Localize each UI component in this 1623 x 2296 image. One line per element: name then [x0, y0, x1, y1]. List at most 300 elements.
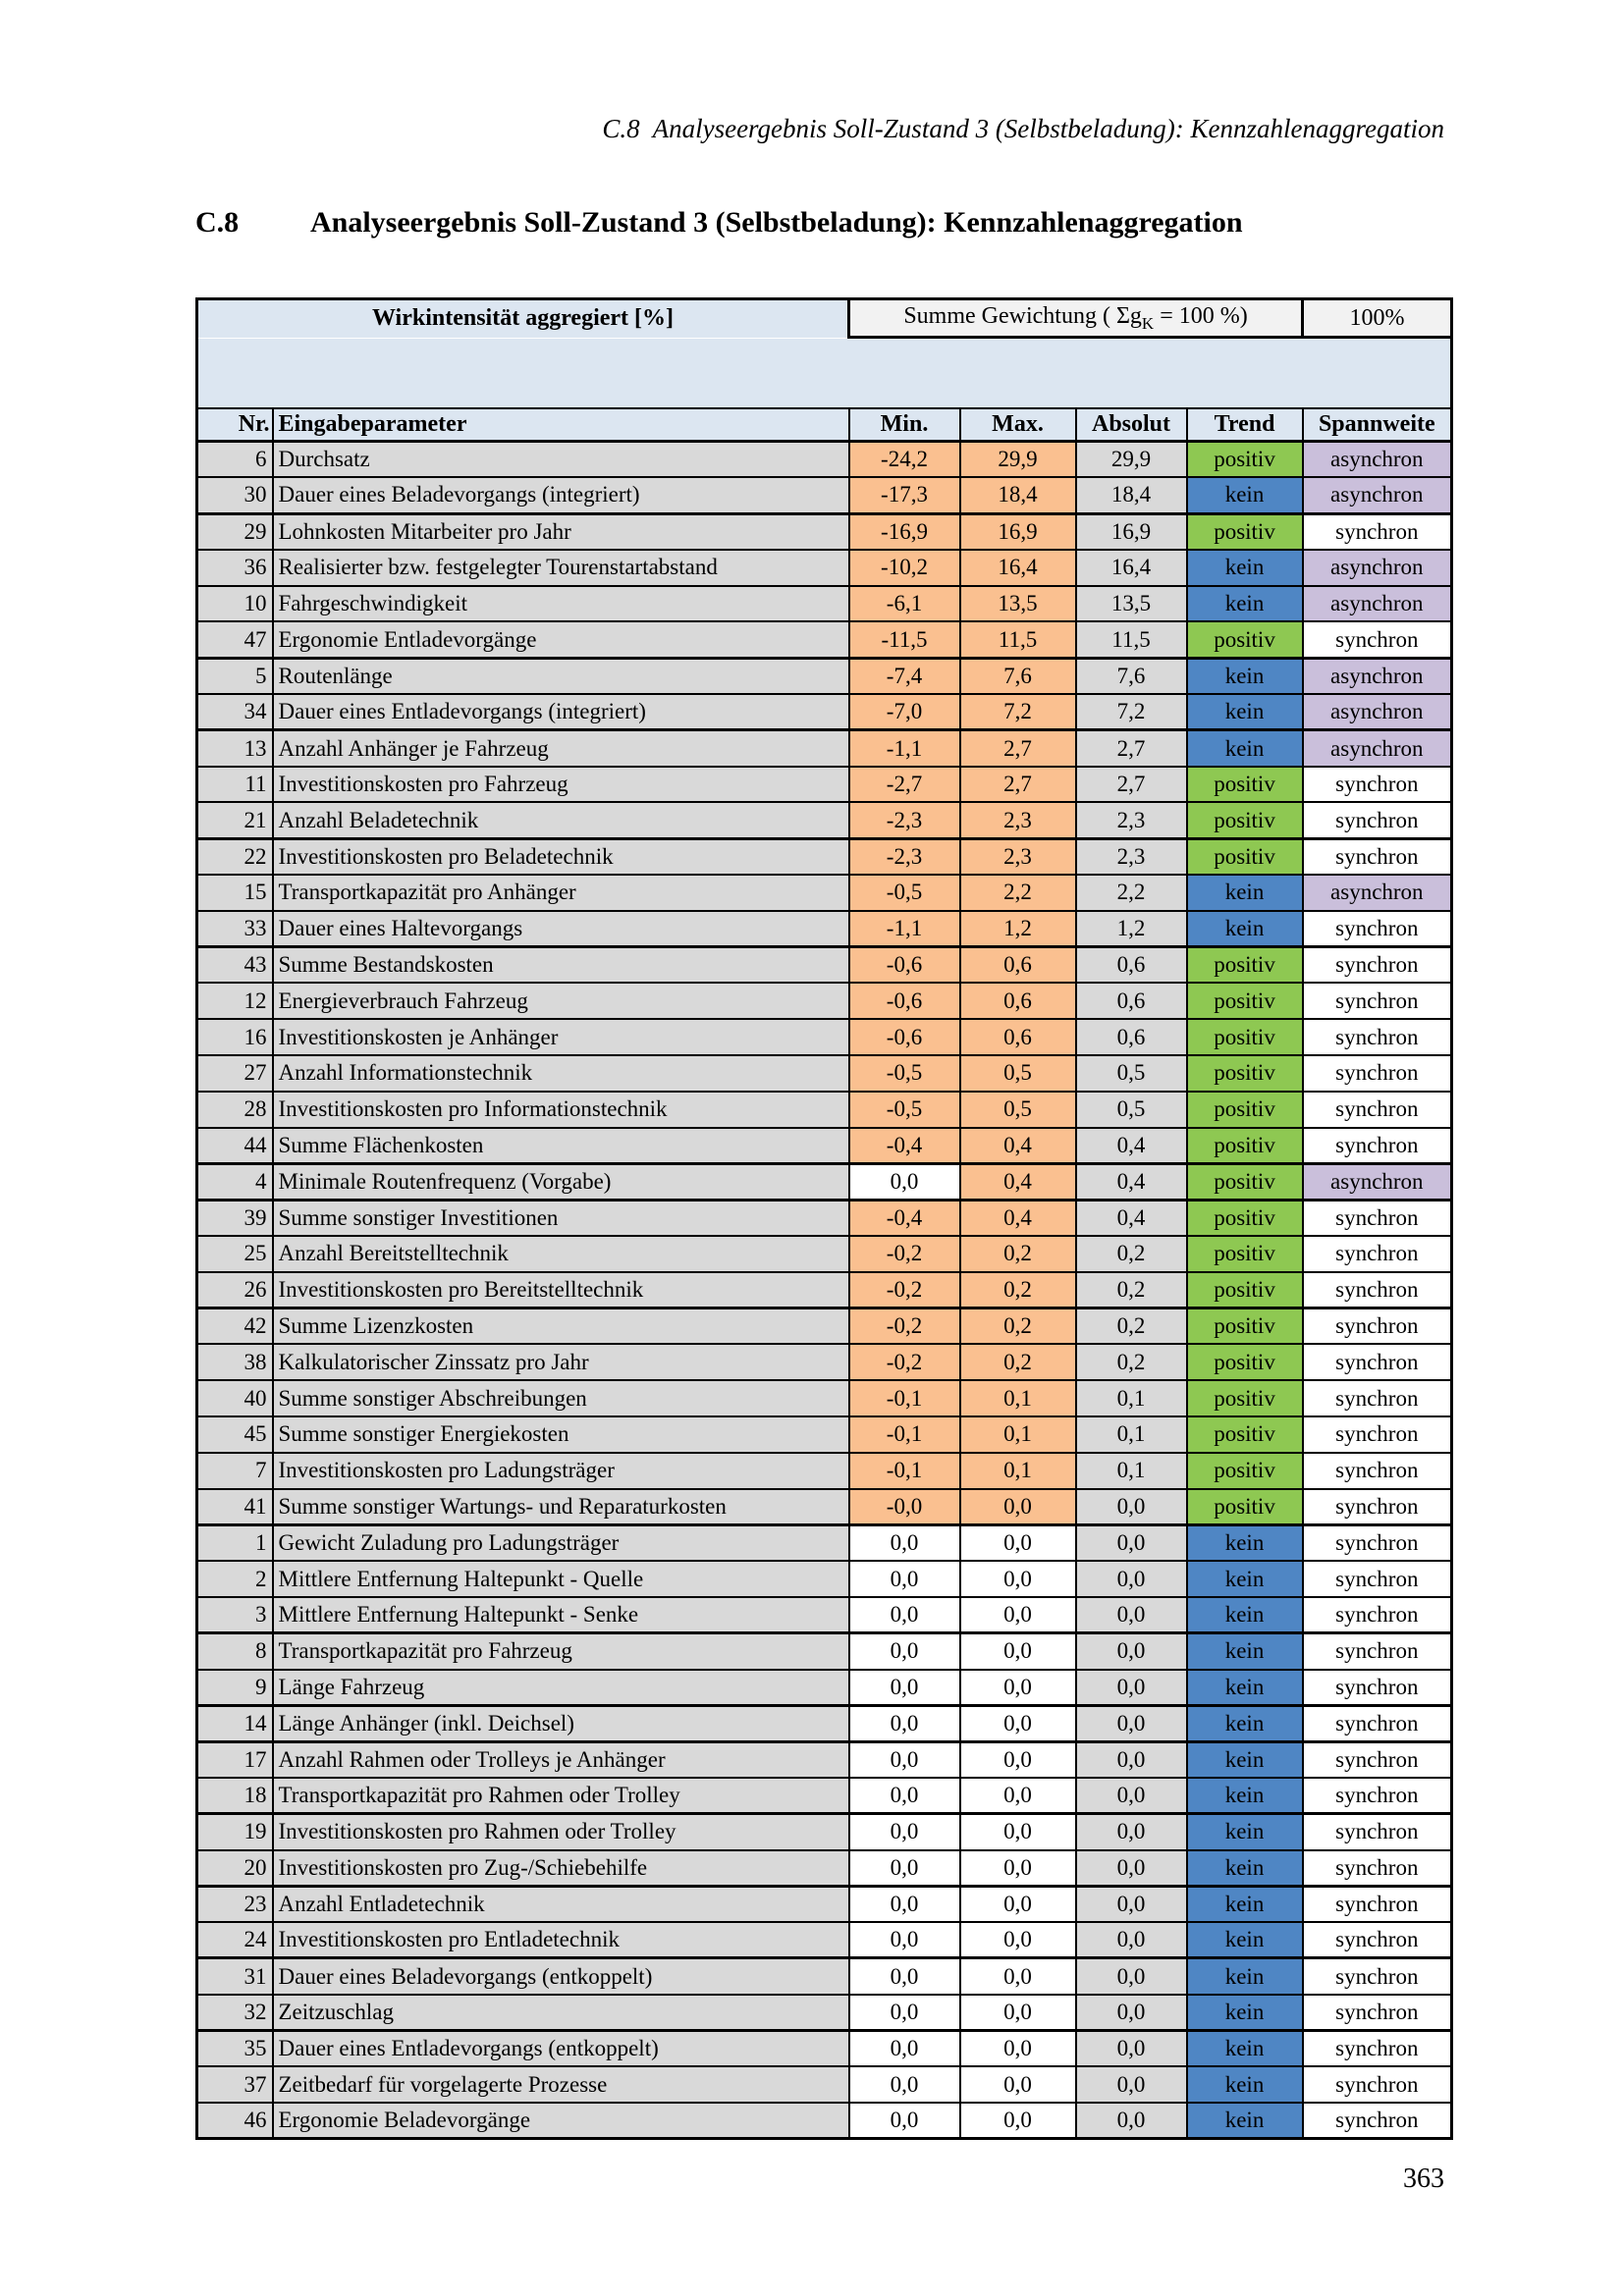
row-parameter: Summe Flächenkosten	[273, 1128, 849, 1164]
row-nr: 1	[197, 1524, 273, 1561]
row-spannweite: synchron	[1303, 767, 1452, 803]
row-parameter: Minimale Routenfrequenz (Vorgabe)	[273, 1163, 849, 1200]
row-spannweite: synchron	[1303, 1995, 1452, 2031]
row-spannweite: synchron	[1303, 1380, 1452, 1416]
row-parameter: Ergonomie Beladevorgänge	[273, 2103, 849, 2139]
row-min-value: 0,0	[849, 1814, 960, 1850]
row-min-value: 0,0	[849, 1633, 960, 1670]
row-trend: kein	[1187, 911, 1303, 947]
row-abs-value: 0,0	[1076, 1995, 1187, 2031]
row-nr: 34	[197, 694, 273, 730]
row-min-value: -0,5	[849, 1055, 960, 1092]
row-parameter: Dauer eines Beladevorgangs (entkoppelt)	[273, 1958, 849, 1995]
row-trend: kein	[1187, 875, 1303, 911]
row-nr: 46	[197, 2103, 273, 2139]
row-max-value: 0,0	[960, 2103, 1076, 2139]
row-parameter: Investitionskosten pro Entladetechnik	[273, 1922, 849, 1958]
row-trend: kein	[1187, 1561, 1303, 1597]
row-max-value: 0,4	[960, 1128, 1076, 1164]
row-abs-value: 0,1	[1076, 1380, 1187, 1416]
row-nr: 24	[197, 1922, 273, 1958]
row-max-value: 0,0	[960, 1705, 1076, 1741]
row-min-value: 0,0	[849, 1597, 960, 1633]
table-row	[197, 1778, 1452, 1814]
row-max-value: 0,1	[960, 1416, 1076, 1453]
weight-label-sub: K	[1141, 313, 1155, 333]
row-nr: 44	[197, 1128, 273, 1164]
weight-value-cell: 100%	[1303, 299, 1452, 338]
row-max-value: 2,3	[960, 802, 1076, 838]
row-abs-value: 0,0	[1076, 1670, 1187, 1706]
row-nr: 18	[197, 1778, 273, 1814]
row-abs-value: 0,6	[1076, 1019, 1187, 1055]
row-min-value: 0,0	[849, 1705, 960, 1741]
row-trend: kein	[1187, 1705, 1303, 1741]
table-row	[197, 1670, 1452, 1706]
row-max-value: 0,6	[960, 947, 1076, 984]
row-parameter: Länge Fahrzeug	[273, 1670, 849, 1706]
table-row	[197, 1128, 1452, 1164]
row-spannweite: synchron	[1303, 1597, 1452, 1633]
row-max-value: 2,2	[960, 875, 1076, 911]
row-max-value: 0,2	[960, 1308, 1076, 1345]
row-min-value: -2,3	[849, 838, 960, 875]
row-trend: positiv	[1187, 1416, 1303, 1453]
row-trend: positiv	[1187, 1019, 1303, 1055]
row-max-value: 18,4	[960, 477, 1076, 513]
row-trend: kein	[1187, 1995, 1303, 2031]
row-abs-value: 0,5	[1076, 1055, 1187, 1092]
row-nr: 16	[197, 1019, 273, 1055]
row-spannweite: synchron	[1303, 911, 1452, 947]
row-abs-value: 0,0	[1076, 1741, 1187, 1778]
row-spannweite: asynchron	[1303, 1163, 1452, 1200]
table-row	[197, 1886, 1452, 1922]
row-abs-value: 0,6	[1076, 947, 1187, 984]
row-parameter: Routenlänge	[273, 658, 849, 694]
row-max-value: 0,0	[960, 2066, 1076, 2103]
row-trend: kein	[1187, 1741, 1303, 1778]
row-nr: 11	[197, 767, 273, 803]
row-parameter: Anzahl Entladetechnik	[273, 1886, 849, 1922]
row-max-value: 0,0	[960, 1922, 1076, 1958]
row-trend: kein	[1187, 694, 1303, 730]
col-header-trend: Trend	[1187, 408, 1303, 442]
row-spannweite: synchron	[1303, 1850, 1452, 1887]
row-min-value: -0,1	[849, 1380, 960, 1416]
row-min-value: -0,5	[849, 1092, 960, 1128]
row-abs-value: 0,0	[1076, 1524, 1187, 1561]
row-max-value: 0,0	[960, 1850, 1076, 1887]
section-title: Analyseergebnis Soll-Zustand 3 (Selbstbeladung): Kennzahlenaggregation	[310, 206, 1243, 239]
row-spannweite: asynchron	[1303, 694, 1452, 730]
row-spannweite: asynchron	[1303, 586, 1452, 622]
table-row	[197, 1380, 1452, 1416]
row-spannweite: synchron	[1303, 1416, 1452, 1453]
row-nr: 25	[197, 1236, 273, 1272]
row-trend: kein	[1187, 1958, 1303, 1995]
row-parameter: Summe sonstiger Wartungs- und Reparaturkosten	[273, 1489, 849, 1525]
row-trend: kein	[1187, 2103, 1303, 2139]
table-row	[197, 1453, 1452, 1489]
row-nr: 8	[197, 1633, 273, 1670]
results-table	[195, 297, 1453, 2140]
row-min-value: -0,1	[849, 1416, 960, 1453]
row-abs-value: 0,0	[1076, 1886, 1187, 1922]
row-nr: 12	[197, 983, 273, 1019]
row-parameter: Durchsatz	[273, 442, 849, 478]
row-min-value: 0,0	[849, 2031, 960, 2067]
row-trend: kein	[1187, 477, 1303, 513]
row-max-value: 16,4	[960, 550, 1076, 586]
row-parameter: Realisierter bzw. festgelegter Tourenstartabstand	[273, 550, 849, 586]
table-row	[197, 1092, 1452, 1128]
row-abs-value: 0,0	[1076, 1561, 1187, 1597]
row-nr: 17	[197, 1741, 273, 1778]
row-spannweite: synchron	[1303, 1958, 1452, 1995]
row-min-value: 0,0	[849, 1958, 960, 1995]
row-nr: 10	[197, 586, 273, 622]
row-abs-value: 2,3	[1076, 802, 1187, 838]
row-min-value: -0,1	[849, 1453, 960, 1489]
row-max-value: 0,2	[960, 1236, 1076, 1272]
row-abs-value: 0,1	[1076, 1453, 1187, 1489]
row-spannweite: synchron	[1303, 1886, 1452, 1922]
row-max-value: 11,5	[960, 621, 1076, 658]
row-nr: 41	[197, 1489, 273, 1525]
row-spannweite: synchron	[1303, 1670, 1452, 1706]
row-spannweite: synchron	[1303, 1705, 1452, 1741]
table-row	[197, 1344, 1452, 1380]
section-heading	[195, 206, 1444, 240]
row-nr: 27	[197, 1055, 273, 1092]
row-nr: 40	[197, 1380, 273, 1416]
row-trend: positiv	[1187, 1380, 1303, 1416]
row-abs-value: 0,0	[1076, 1922, 1187, 1958]
table-row	[197, 1850, 1452, 1887]
row-parameter: Anzahl Anhänger je Fahrzeug	[273, 730, 849, 767]
table-row	[197, 802, 1452, 838]
row-min-value: -0,2	[849, 1236, 960, 1272]
table-row	[197, 1922, 1452, 1958]
row-max-value: 0,0	[960, 1958, 1076, 1995]
row-trend: positiv	[1187, 983, 1303, 1019]
row-spannweite: synchron	[1303, 1561, 1452, 1597]
row-min-value: -2,3	[849, 802, 960, 838]
row-trend: kein	[1187, 658, 1303, 694]
row-spannweite: synchron	[1303, 2066, 1452, 2103]
row-nr: 33	[197, 911, 273, 947]
row-spannweite: synchron	[1303, 1308, 1452, 1345]
row-trend: positiv	[1187, 1236, 1303, 1272]
row-max-value: 2,7	[960, 730, 1076, 767]
row-parameter: Kalkulatorischer Zinssatz pro Jahr	[273, 1344, 849, 1380]
row-nr: 23	[197, 1886, 273, 1922]
row-spannweite: synchron	[1303, 983, 1452, 1019]
row-abs-value: 0,0	[1076, 1489, 1187, 1525]
row-trend: positiv	[1187, 1344, 1303, 1380]
row-max-value: 0,4	[960, 1200, 1076, 1236]
row-parameter: Dauer eines Entladevorgangs (entkoppelt)	[273, 2031, 849, 2067]
row-abs-value: 29,9	[1076, 442, 1187, 478]
row-spannweite: synchron	[1303, 621, 1452, 658]
row-max-value: 1,2	[960, 911, 1076, 947]
row-spannweite: synchron	[1303, 1055, 1452, 1092]
table-row	[197, 513, 1452, 550]
row-trend: positiv	[1187, 1200, 1303, 1236]
row-trend: positiv	[1187, 513, 1303, 550]
row-parameter: Investitionskosten pro Fahrzeug	[273, 767, 849, 803]
running-header: C.8 Analyseergebnis Soll-Zustand 3 (Selbstbeladung): Kennzahlenaggregation	[602, 114, 1444, 143]
row-nr: 19	[197, 1814, 273, 1850]
table-row	[197, 1995, 1452, 2031]
row-nr: 15	[197, 875, 273, 911]
section-number: C.8	[195, 206, 240, 239]
table-row	[197, 983, 1452, 1019]
row-min-value: -0,4	[849, 1200, 960, 1236]
row-spannweite: synchron	[1303, 1019, 1452, 1055]
table-row	[197, 694, 1452, 730]
row-abs-value: 1,2	[1076, 911, 1187, 947]
row-max-value: 0,0	[960, 2031, 1076, 2067]
table-row	[197, 767, 1452, 803]
row-parameter: Zeitbedarf für vorgelagerte Prozesse	[273, 2066, 849, 2103]
row-parameter: Anzahl Bereitstelltechnik	[273, 1236, 849, 1272]
row-trend: kein	[1187, 586, 1303, 622]
row-abs-value: 0,0	[1076, 1597, 1187, 1633]
row-parameter: Summe sonstiger Investitionen	[273, 1200, 849, 1236]
row-nr: 2	[197, 1561, 273, 1597]
row-max-value: 0,6	[960, 983, 1076, 1019]
row-abs-value: 16,9	[1076, 513, 1187, 550]
row-nr: 32	[197, 1995, 273, 2031]
row-parameter: Transportkapazität pro Fahrzeug	[273, 1633, 849, 1670]
row-nr: 5	[197, 658, 273, 694]
row-trend: kein	[1187, 1633, 1303, 1670]
row-abs-value: 0,0	[1076, 2031, 1187, 2067]
table-row	[197, 1272, 1452, 1308]
row-trend: kein	[1187, 2066, 1303, 2103]
row-parameter: Investitionskosten pro Beladetechnik	[273, 838, 849, 875]
table-row	[197, 658, 1452, 694]
row-min-value: -0,6	[849, 1019, 960, 1055]
row-trend: positiv	[1187, 1308, 1303, 1345]
row-nr: 21	[197, 802, 273, 838]
row-trend: kein	[1187, 1814, 1303, 1850]
col-header-spannweite: Spannweite	[1303, 408, 1452, 442]
row-nr: 4	[197, 1163, 273, 1200]
table-row	[197, 1597, 1452, 1633]
row-trend: positiv	[1187, 1092, 1303, 1128]
row-abs-value: 0,4	[1076, 1128, 1187, 1164]
header-spacer	[197, 338, 1452, 408]
table-row	[197, 1561, 1452, 1597]
table-row	[197, 1416, 1452, 1453]
row-abs-value: 0,2	[1076, 1308, 1187, 1345]
row-nr: 13	[197, 730, 273, 767]
row-spannweite: synchron	[1303, 802, 1452, 838]
row-abs-value: 2,7	[1076, 730, 1187, 767]
row-abs-value: 0,6	[1076, 983, 1187, 1019]
row-abs-value: 0,0	[1076, 1814, 1187, 1850]
row-trend: positiv	[1187, 1489, 1303, 1525]
row-min-value: 0,0	[849, 1886, 960, 1922]
row-nr: 28	[197, 1092, 273, 1128]
row-max-value: 13,5	[960, 586, 1076, 622]
row-spannweite: synchron	[1303, 838, 1452, 875]
row-abs-value: 0,0	[1076, 1850, 1187, 1887]
row-max-value: 0,0	[960, 1778, 1076, 1814]
row-nr: 43	[197, 947, 273, 984]
row-parameter: Investitionskosten je Anhänger	[273, 1019, 849, 1055]
row-parameter: Anzahl Informationstechnik	[273, 1055, 849, 1092]
row-trend: kein	[1187, 1778, 1303, 1814]
row-min-value: 0,0	[849, 1741, 960, 1778]
row-spannweite: asynchron	[1303, 730, 1452, 767]
row-min-value: 0,0	[849, 1922, 960, 1958]
row-nr: 26	[197, 1272, 273, 1308]
table-row	[197, 1163, 1452, 1200]
row-min-value: -0,4	[849, 1128, 960, 1164]
row-abs-value: 0,2	[1076, 1344, 1187, 1380]
row-parameter: Transportkapazität pro Rahmen oder Trolley	[273, 1778, 849, 1814]
row-nr: 45	[197, 1416, 273, 1453]
results-table-wrap	[195, 297, 1453, 2140]
row-min-value: -7,0	[849, 694, 960, 730]
row-max-value: 0,2	[960, 1272, 1076, 1308]
row-parameter: Investitionskosten pro Ladungsträger	[273, 1453, 849, 1489]
row-max-value: 0,0	[960, 1814, 1076, 1850]
row-spannweite: synchron	[1303, 1741, 1452, 1778]
page-number: 363	[1403, 2163, 1444, 2194]
row-nr: 37	[197, 2066, 273, 2103]
row-parameter: Mittlere Entfernung Haltepunkt - Senke	[273, 1597, 849, 1633]
row-trend: kein	[1187, 730, 1303, 767]
row-trend: positiv	[1187, 1163, 1303, 1200]
row-max-value: 0,5	[960, 1055, 1076, 1092]
row-parameter: Dauer eines Entladevorgangs (integriert)	[273, 694, 849, 730]
row-min-value: -0,2	[849, 1308, 960, 1345]
row-nr: 14	[197, 1705, 273, 1741]
row-trend: positiv	[1187, 838, 1303, 875]
row-spannweite: synchron	[1303, 947, 1452, 984]
table-row	[197, 947, 1452, 984]
row-max-value: 0,5	[960, 1092, 1076, 1128]
row-min-value: -0,6	[849, 947, 960, 984]
row-trend: kein	[1187, 1922, 1303, 1958]
row-max-value: 0,0	[960, 1524, 1076, 1561]
row-nr: 3	[197, 1597, 273, 1633]
row-min-value: 0,0	[849, 2066, 960, 2103]
row-max-value: 0,4	[960, 1163, 1076, 1200]
table-row	[197, 730, 1452, 767]
row-min-value: -16,9	[849, 513, 960, 550]
row-nr: 47	[197, 621, 273, 658]
row-spannweite: synchron	[1303, 1524, 1452, 1561]
table-row	[197, 442, 1452, 478]
table-row	[197, 2066, 1452, 2103]
table-title: Wirkintensität aggregiert [%]	[197, 299, 849, 338]
row-abs-value: 18,4	[1076, 477, 1187, 513]
row-max-value: 0,0	[960, 1670, 1076, 1706]
row-spannweite: synchron	[1303, 1128, 1452, 1164]
weight-label-suffix: = 100 %)	[1154, 302, 1248, 329]
col-header-absolut: Absolut	[1076, 408, 1187, 442]
row-nr: 6	[197, 442, 273, 478]
table-row	[197, 621, 1452, 658]
row-max-value: 0,0	[960, 1886, 1076, 1922]
row-spannweite: asynchron	[1303, 550, 1452, 586]
row-nr: 22	[197, 838, 273, 875]
row-spannweite: synchron	[1303, 1092, 1452, 1128]
row-min-value: 0,0	[849, 1995, 960, 2031]
row-trend: positiv	[1187, 802, 1303, 838]
table-row	[197, 550, 1452, 586]
row-min-value: -17,3	[849, 477, 960, 513]
row-parameter: Investitionskosten pro Rahmen oder Trolley	[273, 1814, 849, 1850]
row-parameter: Transportkapazität pro Anhänger	[273, 875, 849, 911]
row-nr: 39	[197, 1200, 273, 1236]
row-trend: kein	[1187, 1850, 1303, 1887]
table-row	[197, 1236, 1452, 1272]
row-max-value: 29,9	[960, 442, 1076, 478]
row-max-value: 0,6	[960, 1019, 1076, 1055]
row-spannweite: synchron	[1303, 1272, 1452, 1308]
table-row	[197, 1524, 1452, 1561]
row-trend: positiv	[1187, 1272, 1303, 1308]
row-spannweite: synchron	[1303, 1922, 1452, 1958]
row-parameter: Anzahl Beladetechnik	[273, 802, 849, 838]
row-abs-value: 16,4	[1076, 550, 1187, 586]
row-abs-value: 13,5	[1076, 586, 1187, 622]
table-row	[197, 477, 1452, 513]
table-row	[197, 1200, 1452, 1236]
row-abs-value: 0,2	[1076, 1236, 1187, 1272]
row-spannweite: asynchron	[1303, 442, 1452, 478]
table-row	[197, 875, 1452, 911]
row-min-value: -7,4	[849, 658, 960, 694]
row-parameter: Anzahl Rahmen oder Trolleys je Anhänger	[273, 1741, 849, 1778]
table-row	[197, 1958, 1452, 1995]
row-parameter: Summe Bestandskosten	[273, 947, 849, 984]
row-trend: positiv	[1187, 1453, 1303, 1489]
row-spannweite: synchron	[1303, 1200, 1452, 1236]
row-max-value: 7,6	[960, 658, 1076, 694]
row-trend: kein	[1187, 1524, 1303, 1561]
row-min-value: -0,2	[849, 1344, 960, 1380]
table-row	[197, 2031, 1452, 2067]
row-spannweite: synchron	[1303, 513, 1452, 550]
row-min-value: 0,0	[849, 1561, 960, 1597]
row-abs-value: 0,0	[1076, 1633, 1187, 1670]
table-row	[197, 1633, 1452, 1670]
row-min-value: -11,5	[849, 621, 960, 658]
row-parameter: Lohnkosten Mitarbeiter pro Jahr	[273, 513, 849, 550]
row-spannweite: synchron	[1303, 1633, 1452, 1670]
row-abs-value: 2,2	[1076, 875, 1187, 911]
row-abs-value: 0,4	[1076, 1200, 1187, 1236]
table-row	[197, 1308, 1452, 1345]
row-abs-value: 0,4	[1076, 1163, 1187, 1200]
row-min-value: -0,5	[849, 875, 960, 911]
row-max-value: 7,2	[960, 694, 1076, 730]
row-max-value: 0,2	[960, 1344, 1076, 1380]
row-parameter: Investitionskosten pro Bereitstelltechnik	[273, 1272, 849, 1308]
row-min-value: -0,2	[849, 1272, 960, 1308]
row-max-value: 0,0	[960, 1633, 1076, 1670]
row-abs-value: 0,0	[1076, 1778, 1187, 1814]
table-row	[197, 586, 1452, 622]
